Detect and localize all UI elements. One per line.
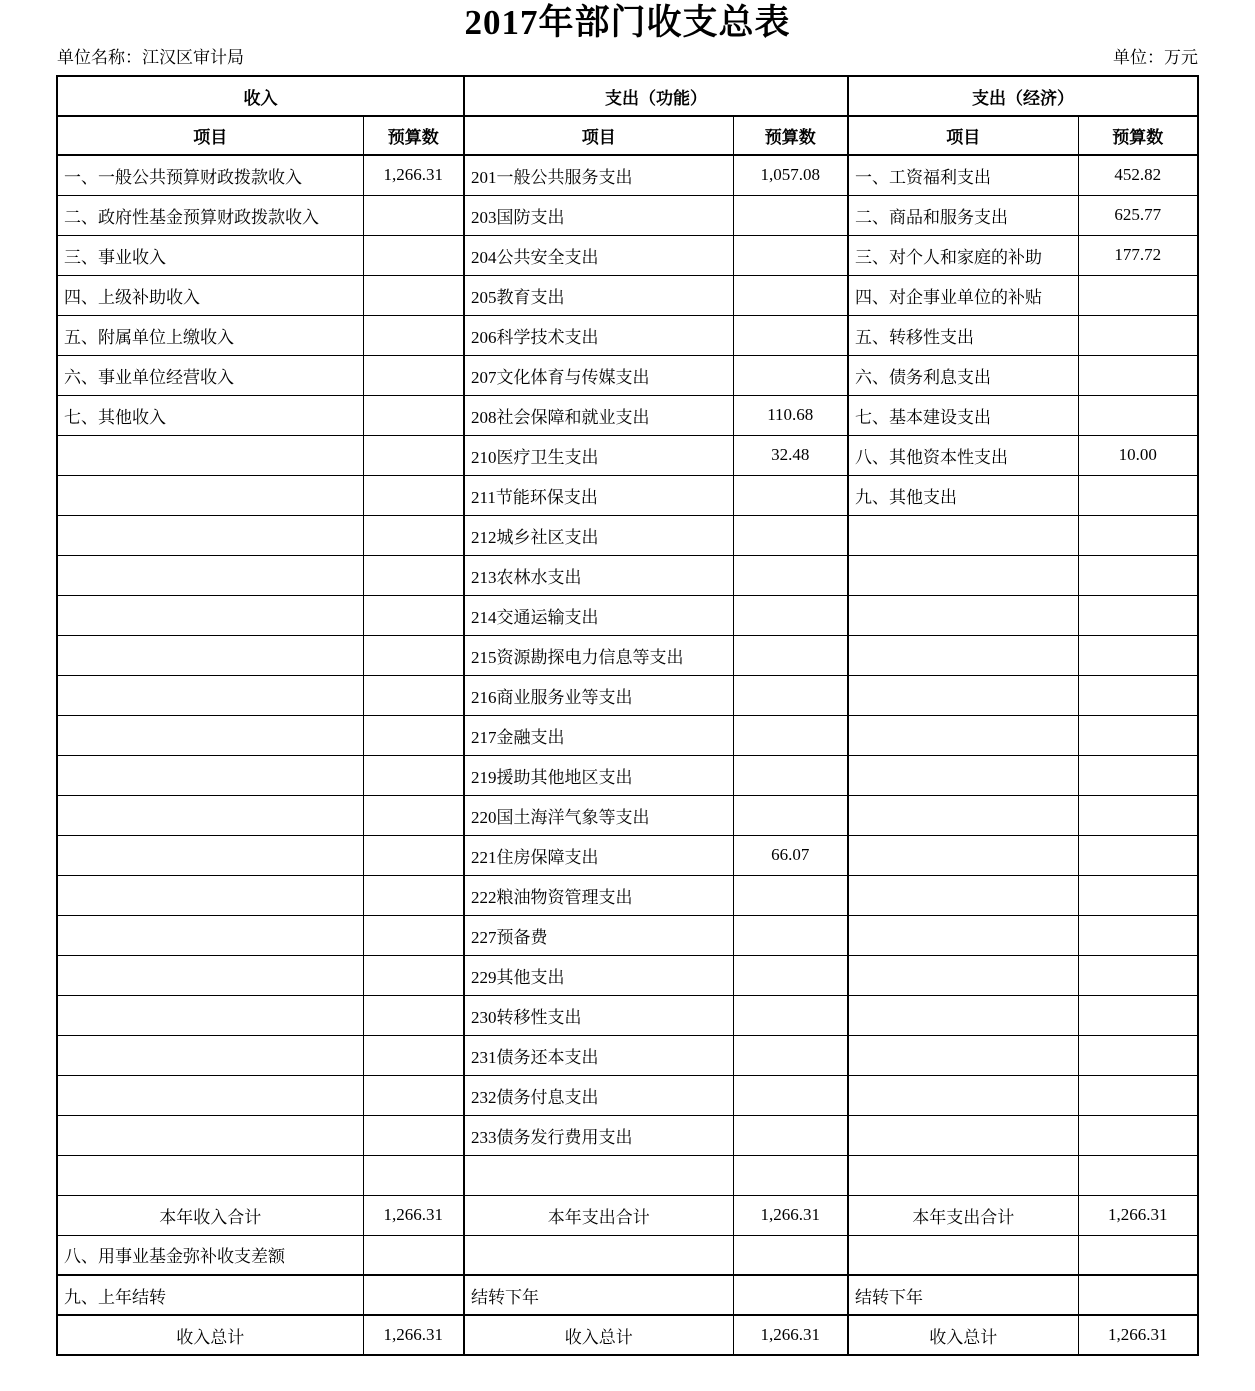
item-label-cell: 七、基本建设支出 [848, 395, 1078, 435]
budget-value-cell [363, 1155, 464, 1195]
item-label-cell [848, 595, 1078, 635]
item-label-cell [848, 1155, 1078, 1195]
budget-value-cell [1078, 835, 1198, 875]
item-label-cell: 一、工资福利支出 [848, 155, 1078, 195]
table-row [57, 395, 1198, 435]
budget-value-cell [1078, 875, 1198, 915]
item-label-cell: 五、转移性支出 [848, 315, 1078, 355]
table-row [57, 795, 1198, 835]
item-label-cell: 一、一般公共预算财政拨款收入 [57, 155, 363, 195]
item-label-cell: 三、对个人和家庭的补助 [848, 235, 1078, 275]
budget-value-cell: 32.48 [733, 435, 848, 475]
group-header-income: 收入 [57, 76, 464, 116]
item-label-cell: 205教育支出 [464, 275, 733, 315]
item-label-cell [848, 675, 1078, 715]
table-row [57, 1035, 1198, 1075]
item-label-cell: 219援助其他地区支出 [464, 755, 733, 795]
budget-value-cell [1078, 1155, 1198, 1195]
page-title: 2017年部门收支总表 [464, 3, 791, 42]
table-row [57, 475, 1198, 515]
item-label-cell: 二、政府性基金预算财政拨款收入 [57, 195, 363, 235]
budget-value-cell [733, 475, 848, 515]
budget-value-cell [363, 635, 464, 675]
item-label-cell [848, 1075, 1078, 1115]
budget-value-cell [1078, 395, 1198, 435]
item-label-cell [848, 1035, 1078, 1075]
item-label-cell [57, 875, 363, 915]
table-row [57, 275, 1198, 315]
budget-value-cell [363, 395, 464, 435]
item-label-cell: 213农林水支出 [464, 555, 733, 595]
item-label-cell: 210医疗卫生支出 [464, 435, 733, 475]
budget-value-cell [733, 755, 848, 795]
budget-value-cell [1078, 555, 1198, 595]
budget-value-cell [733, 195, 848, 235]
item-label-cell: 220国土海洋气象等支出 [464, 795, 733, 835]
table-row [57, 355, 1198, 395]
table-row [57, 755, 1198, 795]
item-label-cell [57, 635, 363, 675]
col-header-function-item: 项目 [464, 116, 733, 155]
item-label-cell [464, 1155, 733, 1195]
item-label-cell: 212城乡社区支出 [464, 515, 733, 555]
budget-value-cell [733, 715, 848, 755]
budget-value-cell [1078, 1115, 1198, 1155]
item-label-cell: 216商业服务业等支出 [464, 675, 733, 715]
item-label-cell [57, 475, 363, 515]
item-label-cell: 204公共安全支出 [464, 235, 733, 275]
item-label-cell [57, 795, 363, 835]
budget-value-cell [363, 715, 464, 755]
item-label-cell: 206科学技术支出 [464, 315, 733, 355]
budget-value-cell [363, 475, 464, 515]
budget-value-cell [363, 675, 464, 715]
item-label-cell [57, 835, 363, 875]
budget-value-cell [363, 1075, 464, 1115]
budget-value-cell [1078, 1275, 1198, 1315]
item-label-cell: 收入总计 [57, 1315, 363, 1355]
budget-value-cell [1078, 675, 1198, 715]
meta-row [57, 48, 1198, 68]
item-label-cell: 215资源勘探电力信息等支出 [464, 635, 733, 675]
budget-value-cell [1078, 915, 1198, 955]
item-label-cell: 四、上级补助收入 [57, 275, 363, 315]
budget-value-cell [733, 795, 848, 835]
group-header-expenditure-economic: 支出（经济） [848, 76, 1198, 116]
item-label-cell: 三、事业收入 [57, 235, 363, 275]
budget-value-cell [733, 635, 848, 675]
table-row [57, 315, 1198, 355]
item-label-cell [848, 795, 1078, 835]
budget-value-cell: 10.00 [1078, 435, 1198, 475]
item-label-cell: 本年支出合计 [464, 1195, 733, 1235]
table-row [57, 955, 1198, 995]
item-label-cell: 233债务发行费用支出 [464, 1115, 733, 1155]
item-label-cell [57, 595, 363, 635]
budget-value-cell [363, 235, 464, 275]
budget-value-cell: 1,266.31 [363, 155, 464, 195]
unit-name-label: 单位名称：江汉区审计局 [57, 48, 244, 67]
item-label-cell [848, 995, 1078, 1035]
col-header-economic-item: 项目 [848, 116, 1078, 155]
budget-value-cell [363, 1115, 464, 1155]
item-label-cell [848, 875, 1078, 915]
budget-value-cell [1078, 315, 1198, 355]
budget-value-cell [363, 555, 464, 595]
item-label-cell: 222粮油物资管理支出 [464, 875, 733, 915]
table-row [57, 155, 1198, 195]
budget-value-cell [363, 315, 464, 355]
budget-value-cell [1078, 475, 1198, 515]
item-label-cell: 九、上年结转 [57, 1275, 363, 1315]
budget-value-cell [363, 515, 464, 555]
budget-value-cell [733, 275, 848, 315]
item-label-cell [57, 1115, 363, 1155]
table-row [57, 1155, 1198, 1195]
budget-value-cell [733, 555, 848, 595]
budget-value-cell: 1,266.31 [363, 1195, 464, 1235]
item-label-cell: 四、对企事业单位的补贴 [848, 275, 1078, 315]
table-row [57, 595, 1198, 635]
table-row [57, 635, 1198, 675]
item-label-cell: 结转下年 [848, 1275, 1078, 1315]
budget-value-cell [363, 995, 464, 1035]
table-row [57, 435, 1198, 475]
item-label-cell: 229其他支出 [464, 955, 733, 995]
budget-value-cell [363, 1275, 464, 1315]
item-label-cell: 收入总计 [848, 1315, 1078, 1355]
item-label-cell [57, 715, 363, 755]
item-label-cell: 二、商品和服务支出 [848, 195, 1078, 235]
budget-value-cell: 452.82 [1078, 155, 1198, 195]
budget-value-cell [733, 235, 848, 275]
budget-value-cell [363, 955, 464, 995]
table-row [57, 515, 1198, 555]
budget-value-cell [363, 915, 464, 955]
budget-value-cell [363, 755, 464, 795]
table-row [57, 875, 1198, 915]
item-label-cell [57, 955, 363, 995]
budget-value-cell: 110.68 [733, 395, 848, 435]
budget-value-cell [1078, 955, 1198, 995]
item-label-cell [464, 1235, 733, 1275]
budget-value-cell: 1,266.31 [733, 1315, 848, 1355]
item-label-cell [848, 715, 1078, 755]
item-label-cell: 六、事业单位经营收入 [57, 355, 363, 395]
budget-value-cell [1078, 1035, 1198, 1075]
item-label-cell [848, 515, 1078, 555]
budget-value-cell [363, 835, 464, 875]
budget-value-cell [733, 1235, 848, 1275]
budget-value-cell [363, 435, 464, 475]
budget-value-cell [733, 875, 848, 915]
table-row [57, 715, 1198, 755]
budget-value-cell [363, 595, 464, 635]
budget-value-cell [1078, 1235, 1198, 1275]
item-label-cell [848, 635, 1078, 675]
budget-value-cell [363, 275, 464, 315]
item-label-cell [57, 1155, 363, 1195]
table-row [57, 915, 1198, 955]
budget-summary-table [56, 75, 1199, 1356]
budget-value-cell [1078, 355, 1198, 395]
budget-value-cell: 1,266.31 [1078, 1315, 1198, 1355]
budget-value-cell: 1,266.31 [363, 1315, 464, 1355]
item-label-cell: 230转移性支出 [464, 995, 733, 1035]
item-label-cell: 收入总计 [464, 1315, 733, 1355]
budget-value-cell [1078, 515, 1198, 555]
budget-value-cell [733, 1115, 848, 1155]
budget-value-cell [363, 795, 464, 835]
budget-value-cell [363, 1035, 464, 1075]
budget-value-cell [363, 195, 464, 235]
budget-value-cell [733, 1275, 848, 1315]
table-row [57, 1315, 1198, 1355]
budget-value-cell [363, 1235, 464, 1275]
table-row [57, 675, 1198, 715]
budget-value-cell: 1,266.31 [733, 1195, 848, 1235]
budget-value-cell [733, 915, 848, 955]
col-header-economic-budget: 预算数 [1078, 116, 1198, 155]
budget-value-cell: 625.77 [1078, 195, 1198, 235]
item-label-cell [57, 675, 363, 715]
budget-value-cell: 1,266.31 [1078, 1195, 1198, 1235]
table-row [57, 555, 1198, 595]
table-row [57, 1195, 1198, 1235]
item-label-cell: 232债务付息支出 [464, 1075, 733, 1115]
item-label-cell [57, 1035, 363, 1075]
col-header-income-budget: 预算数 [363, 116, 464, 155]
item-label-cell: 本年支出合计 [848, 1195, 1078, 1235]
item-label-cell: 231债务还本支出 [464, 1035, 733, 1075]
item-label-cell [848, 955, 1078, 995]
unit-of-measure-label: 单位：万元 [1113, 48, 1198, 67]
item-label-cell: 结转下年 [464, 1275, 733, 1315]
table-row [57, 1115, 1198, 1155]
budget-value-cell [1078, 275, 1198, 315]
budget-value-cell [733, 675, 848, 715]
item-label-cell [57, 435, 363, 475]
item-label-cell [57, 555, 363, 595]
budget-value-cell [733, 315, 848, 355]
budget-value-cell [1078, 755, 1198, 795]
table-row [57, 1075, 1198, 1115]
table-row [57, 235, 1198, 275]
item-label-cell [848, 555, 1078, 595]
column-header-row [57, 116, 1198, 155]
item-label-cell: 214交通运输支出 [464, 595, 733, 635]
budget-value-cell [1078, 995, 1198, 1035]
item-label-cell: 八、其他资本性支出 [848, 435, 1078, 475]
item-label-cell [57, 1075, 363, 1115]
item-label-cell: 七、其他收入 [57, 395, 363, 435]
budget-value-cell [733, 1155, 848, 1195]
item-label-cell: 201一般公共服务支出 [464, 155, 733, 195]
item-label-cell: 211节能环保支出 [464, 475, 733, 515]
item-label-cell [57, 755, 363, 795]
item-label-cell: 207文化体育与传媒支出 [464, 355, 733, 395]
item-label-cell [848, 1235, 1078, 1275]
item-label-cell: 五、附属单位上缴收入 [57, 315, 363, 355]
col-header-income-item: 项目 [57, 116, 363, 155]
budget-value-cell: 66.07 [733, 835, 848, 875]
table-body [57, 155, 1198, 1355]
budget-value-cell [1078, 635, 1198, 675]
item-label-cell [848, 1115, 1078, 1155]
item-label-cell: 本年收入合计 [57, 1195, 363, 1235]
item-label-cell: 六、债务利息支出 [848, 355, 1078, 395]
item-label-cell: 227预备费 [464, 915, 733, 955]
budget-value-cell [733, 1035, 848, 1075]
budget-value-cell [733, 515, 848, 555]
budget-value-cell [1078, 595, 1198, 635]
item-label-cell: 221住房保障支出 [464, 835, 733, 875]
budget-value-cell [733, 1075, 848, 1115]
item-label-cell [57, 995, 363, 1035]
group-header-row [57, 76, 1198, 116]
budget-value-cell [733, 355, 848, 395]
item-label-cell: 203国防支出 [464, 195, 733, 235]
budget-value-cell [1078, 795, 1198, 835]
item-label-cell [848, 915, 1078, 955]
item-label-cell [57, 515, 363, 555]
item-label-cell [57, 915, 363, 955]
item-label-cell: 208社会保障和就业支出 [464, 395, 733, 435]
table-row [57, 1275, 1198, 1315]
budget-value-cell [733, 595, 848, 635]
item-label-cell: 217金融支出 [464, 715, 733, 755]
item-label-cell: 九、其他支出 [848, 475, 1078, 515]
item-label-cell: 八、用事业基金弥补收支差额 [57, 1235, 363, 1275]
budget-value-cell [1078, 715, 1198, 755]
budget-value-cell [363, 875, 464, 915]
table-row [57, 1235, 1198, 1275]
table-row [57, 995, 1198, 1035]
table-row [57, 835, 1198, 875]
group-header-expenditure-function: 支出（功能） [464, 76, 848, 116]
col-header-function-budget: 预算数 [733, 116, 848, 155]
budget-value-cell [733, 955, 848, 995]
budget-value-cell [733, 995, 848, 1035]
budget-value-cell: 1,057.08 [733, 155, 848, 195]
table-row [57, 195, 1198, 235]
item-label-cell [848, 755, 1078, 795]
budget-value-cell [363, 355, 464, 395]
budget-value-cell: 177.72 [1078, 235, 1198, 275]
budget-value-cell [1078, 1075, 1198, 1115]
item-label-cell [848, 835, 1078, 875]
